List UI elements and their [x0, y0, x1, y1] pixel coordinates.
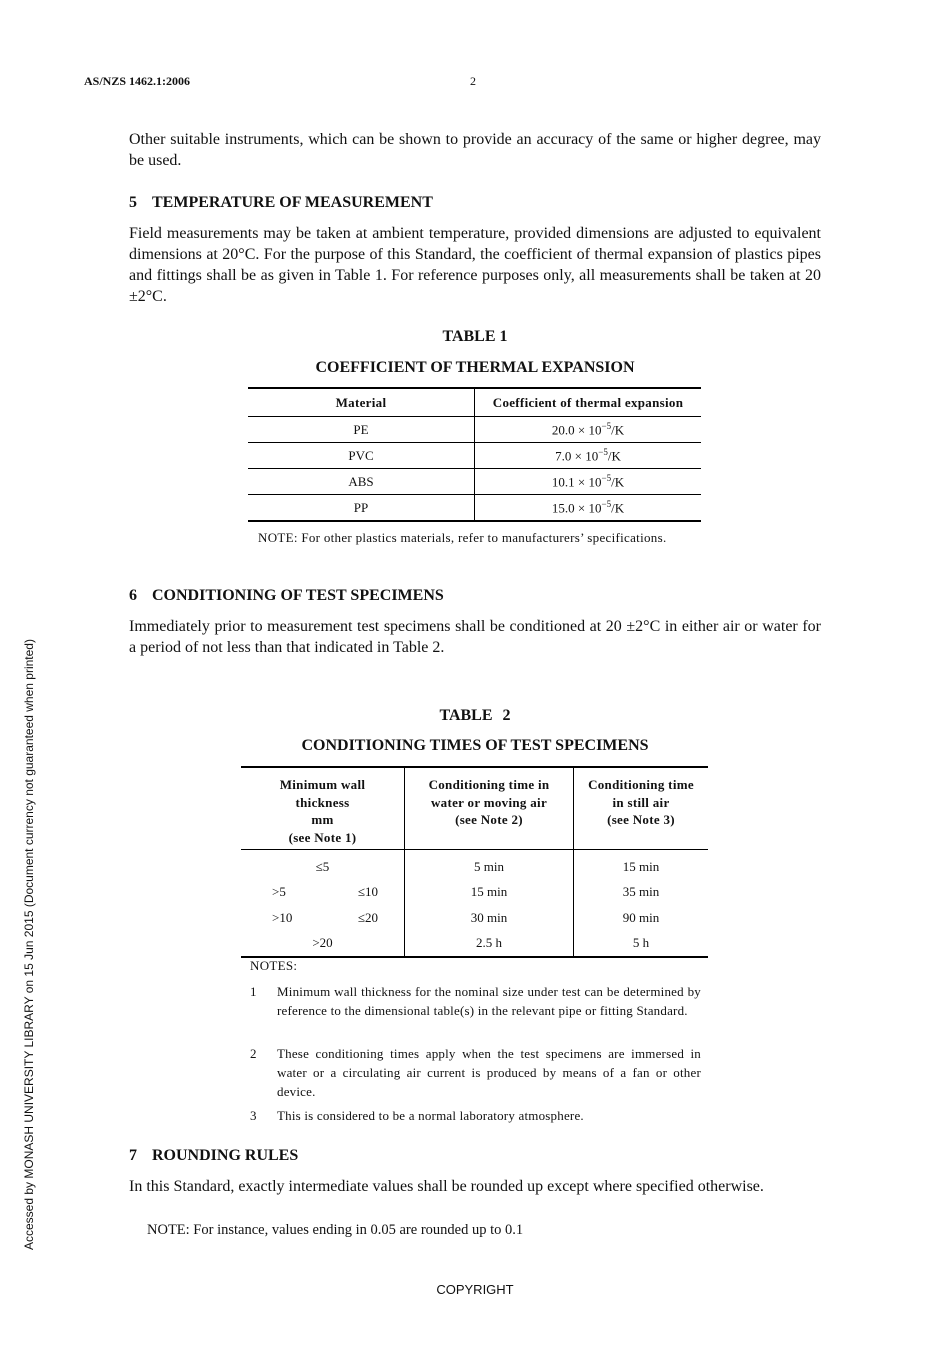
section-6-number: 6 — [129, 587, 137, 604]
table-2-label: TABLE 2 — [439, 707, 511, 724]
table-2-note-1: 1 Minimum wall thickness for the nominal size under test can be determined by reference to the dimensional table(s) in the relevant pipe or fitting Standard. — [250, 984, 701, 1018]
table-1-header-coefficient: Coefficient of thermal expansion — [475, 388, 702, 417]
section-7-title: ROUNDING RULES — [152, 1147, 299, 1164]
section-7-text: In this Standard, exactly intermediate values shall be rounded up except where specified otherwise. — [129, 1178, 764, 1195]
water-time-cell: 15 min — [405, 880, 574, 906]
table-1-header-material: Material — [248, 388, 475, 417]
section-7-note: NOTE: For instance, values ending in 0.05 are rounded up to 0.1 — [147, 1222, 524, 1238]
section-5-text: Field measurements may be taken at ambient temperature, provided dimensions are adjusted to equivalent dimensions at 20°C. For the purpose of this Standard, the coefficient of thermal expansion of plastics pipes and fittings shall be as given in Table 1. For reference purposes only, all measurements shall be taken at 20 ±2°C. — [129, 225, 821, 305]
table-row — [241, 850, 708, 880]
air-time-cell: 15 min — [622, 858, 660, 874]
section-6-text: Immediately prior to measurement test specimens shall be conditioned at 20 ±2°C in either air or water for a period of not less than that indicated in Table 2. — [129, 618, 821, 656]
material-cell: ABS — [248, 469, 475, 495]
table-1 — [248, 387, 701, 522]
water-time-cell: 30 min — [405, 905, 574, 931]
table-row — [241, 905, 708, 931]
material-cell: PVC — [248, 443, 475, 469]
section-6-title: CONDITIONING OF TEST SPECIMENS — [152, 587, 444, 604]
table-1-label: TABLE 1 — [442, 328, 508, 345]
section-7-heading — [129, 1147, 298, 1165]
page-number: 2 — [470, 74, 476, 88]
copyright-footer: COPYRIGHT — [436, 1282, 514, 1297]
table-row — [248, 417, 701, 443]
table-2-header-air: Conditioning time in still air (see Note 3) — [574, 767, 709, 850]
table-row — [248, 469, 701, 495]
table-1-title: COEFFICIENT OF THERMAL EXPANSION — [315, 359, 635, 376]
air-time-cell: 90 min — [622, 909, 660, 925]
section-5-heading — [129, 194, 433, 212]
section-5-title: TEMPERATURE OF MEASUREMENT — [152, 194, 433, 211]
table-1-note: NOTE: For other plastics materials, refer to manufacturers’ specifications. — [258, 530, 667, 545]
intro-paragraph: Other suitable instruments, which can be shown to provide an accuracy of the same or higher degree, may be used. — [129, 131, 821, 169]
document-standard-id: AS/NZS 1462.1:2006 — [84, 74, 191, 88]
table-2-note-3: 3 This is considered to be a normal laboratory atmosphere. — [250, 1108, 584, 1123]
material-cell: PE — [248, 417, 475, 443]
table-2 — [241, 766, 708, 958]
coefficient-cell: $15.0 \times 10^{-5}/K$ — [475, 495, 702, 522]
table-2-header-thickness: Minimum wall thickness mm (see Note 1) — [241, 767, 405, 850]
coefficient-cell: $20.0 \times 10^{-5}/K$ — [475, 417, 702, 443]
table-row — [248, 495, 701, 522]
table-row — [248, 443, 701, 469]
coefficient-cell: $10.1 \times 10^{-5}/K$ — [475, 469, 702, 495]
table-row — [241, 880, 708, 906]
water-time-cell: 2.5 h — [405, 931, 574, 958]
air-time-cell: 35 min — [622, 884, 660, 900]
section-5-number: 5 — [129, 194, 137, 211]
table-2-notes-title: NOTES: — [250, 958, 298, 973]
table-row — [241, 931, 708, 958]
thickness-cell: >20 — [241, 931, 405, 958]
section-7-number: 7 — [129, 1147, 137, 1164]
coefficient-cell: $7.0 \times 10^{-5}/K$ — [475, 443, 702, 469]
air-time-cell: 5 h — [574, 931, 709, 958]
section-6-heading — [129, 587, 444, 605]
access-watermark: Accessed by MONASH UNIVERSITY LIBRARY on 15 Jun 2015 (Document currency not guaranteed when printed) — [22, 639, 36, 1250]
thickness-cell: >5 ≤10 — [241, 880, 405, 906]
table-2-title: CONDITIONING TIMES OF TEST SPECIMENS — [301, 737, 649, 754]
material-cell: PP — [248, 495, 475, 522]
water-time-cell: 5 min — [405, 850, 574, 880]
thickness-cell: ≤5 — [241, 850, 405, 880]
thickness-cell: >10 ≤20 — [241, 905, 405, 931]
table-2-note-2: 2 These conditioning times apply when the test specimens are immersed in water or a circulating air current is produced by means of a fan or other device. — [250, 1046, 701, 1099]
table-2-header-water: Conditioning time in water or moving air (see Note 2) — [405, 767, 574, 850]
